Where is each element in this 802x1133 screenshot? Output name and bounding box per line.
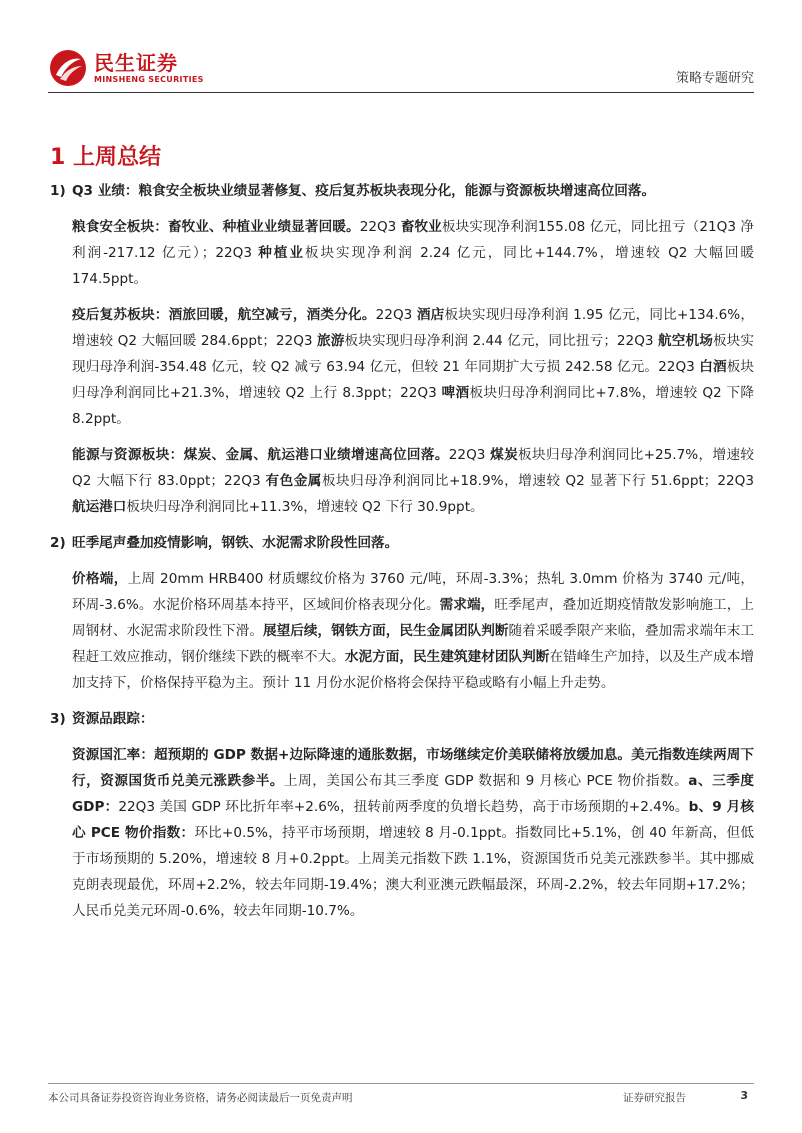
item-paragraph — [72, 302, 754, 432]
item-heading: 资源品跟踪： — [72, 711, 154, 727]
text-run: 22Q3 美国 GDP 环比折年率+2.6%，扭转前两季度的负增长趋势，高于市场预期的+2.4%。 — [118, 799, 689, 815]
logo-name-en: MINSHENG SECURITIES — [94, 75, 204, 84]
bold-text-run: 疫后复苏板块：酒旅回暖，航空减亏，酒类分化。 — [72, 307, 376, 323]
bold-text-run: 展望后续，钢铁方面，民生金属团队判断 — [262, 623, 509, 639]
logo-name-cn: 民生证券 — [94, 51, 178, 75]
minsheng-logo-icon — [48, 48, 88, 88]
page-number: 3 — [740, 1089, 748, 1102]
bold-text-run: 资源国汇率：超预期的 GDP 数据+边际降速的通胀数据，市场继续定价美联储将放缓加息。美元指数连续两周下行，资源国货币兑美元涨跌参半。 — [72, 747, 754, 789]
report-category: 策略专题研究 — [675, 71, 754, 86]
text-run: 板块归母净利润同比+7.8%，增速较 Q2 下降 8.2ppt。 — [72, 385, 755, 427]
item-paragraph — [72, 566, 754, 696]
bold-text-run: 啤酒 — [441, 385, 470, 401]
bold-text-run: 酒店 — [416, 307, 445, 323]
item-number: 3) — [50, 711, 66, 727]
text-run: 环比+0.5%，持平市场预期，增速较 8 月-0.1ppt。指数同比+5.1%，创 40 年新高，但低于市场预期的 5.20%，增速较 8 月+0.2ppt。上周美元指数下跌 1.1%，资源国货币兑美元涨跌参半。其中挪威克朗表现最优，环周+2.2%，较去年同期-19.4%；澳大利亚澳元跌幅最深，环周-2.2%，较去年同期+17.2%；人民币兑美元环周-0.6%，较去年同期-10.7%。 — [72, 825, 754, 919]
section-title: 1 上周总结 — [50, 145, 161, 170]
text-run: 22Q3 — [375, 307, 417, 323]
page-header — [48, 40, 754, 93]
page-footer — [48, 1083, 754, 1104]
text-run: 旺季尾声，叠加近期疫情散发影响施工，上周钢材、水泥需求阶段性下滑。 — [72, 597, 754, 639]
text-run: 22Q3 — [359, 219, 401, 235]
disclaimer-text: 本公司具备证券投资咨询业务资格，请务必阅读最后一页免责声明 — [48, 1092, 353, 1104]
text-run: 22Q3 — [448, 447, 491, 463]
company-logo — [48, 48, 204, 88]
bold-text-run: 白酒 — [699, 359, 727, 375]
item-paragraph — [72, 442, 754, 520]
bold-text-run: 粮食安全板块：畜牧业、种植业业绩显著回暖。 — [72, 219, 360, 235]
report-body — [50, 178, 754, 934]
item-heading: 旺季尾声叠加疫情影响，钢铁、水泥需求阶段性回落。 — [72, 535, 399, 551]
text-run: 板块归母净利润同比+11.3%，增速较 Q2 下行 30.9ppt。 — [126, 499, 484, 515]
bold-text-run: 种植业 — [258, 245, 305, 261]
bold-text-run: 水泥方面，民生建筑建材团队判断 — [344, 649, 550, 665]
text-run: 板块实现归母净利润 2.44 亿元，同比扭亏；22Q3 — [344, 333, 659, 349]
bold-text-run: 有色金属 — [265, 473, 322, 489]
bold-text-run: b、9 月核心 PCE 物价指数： — [72, 799, 754, 841]
text-run: 上周 20mm HRB400 材质螺纹价格为 3760 元/吨，环周-3.3%；热轧 3.0mm 价格为 3740 元/吨，环周-3.6%。水泥价格环周基本持平，区域间价格表现分化。 — [72, 571, 754, 613]
bold-text-run: 需求端， — [439, 597, 495, 613]
text-run: 板块实现归母净利润-354.48 亿元，较 Q2 减亏 63.94 亿元，但较 21 年同期扩大亏损 242.58 亿元。22Q3 — [72, 333, 755, 375]
item-heading: Q3 业绩：粮食安全板块业绩显著修复、疫后复苏板块表现分化，能源与资源板块增速高位回落。 — [72, 183, 656, 199]
bold-text-run: 航运港口 — [72, 499, 127, 515]
text-run: 板块归母净利润同比+18.9%，增速较 Q2 显著下行 51.6ppt；22Q3 — [321, 473, 755, 489]
item-paragraph — [72, 214, 754, 292]
summary-item — [50, 706, 754, 732]
text-run: 板块归母净利润同比+21.3%，增速较 Q2 上行 8.3ppt；22Q3 — [72, 359, 755, 401]
bold-text-run: 价格端， — [72, 571, 128, 587]
text-run: 板块实现净利润 2.24 亿元，同比+144.7%，增速较 Q2 大幅回暖 174.5ppt。 — [72, 245, 754, 287]
text-run: 上周，美国公布其三季度 GDP 数据和 9 月核心 PCE 物价指数。 — [284, 773, 689, 789]
text-run: 板块实现净利润155.08 亿元，同比扭亏（21Q3 净利润-217.12 亿元）；22Q3 — [72, 219, 755, 261]
bold-text-run: 煤炭 — [490, 447, 519, 463]
text-run: 板块实现归母净利润 1.95 亿元，同比+134.6%，增速较 Q2 大幅回暖 284.6ppt；22Q3 — [72, 307, 755, 349]
summary-item — [50, 530, 754, 556]
bold-text-run: a、三季度 GDP： — [72, 773, 754, 815]
summary-item — [50, 178, 754, 204]
item-number: 1) — [50, 183, 66, 199]
bold-text-run: 能源与资源板块：煤炭、金属、航运港口业绩增速高位回落。 — [72, 447, 449, 463]
bold-text-run: 旅游 — [317, 333, 345, 349]
bold-text-run: 航空机场 — [658, 333, 713, 349]
text-run: 随着采暖季限产来临，叠加需求端年末工程赶工效应推动，钢价继续下跌的概率不大。 — [72, 623, 755, 665]
text-run: 板块归母净利润同比+25.7%，增速较 Q2 大幅下行 83.0ppt；22Q3 — [72, 447, 755, 489]
text-run: 在错峰生产加持，以及生产成本增加支持下，价格保持平稳为主。预计 11 月份水泥价格将会保持平稳或略有小幅上升走势。 — [72, 649, 755, 691]
report-type-label: 证券研究报告 — [623, 1092, 686, 1104]
item-number: 2) — [50, 535, 66, 551]
item-paragraph — [72, 742, 754, 924]
bold-text-run: 畜牧业 — [400, 219, 442, 235]
